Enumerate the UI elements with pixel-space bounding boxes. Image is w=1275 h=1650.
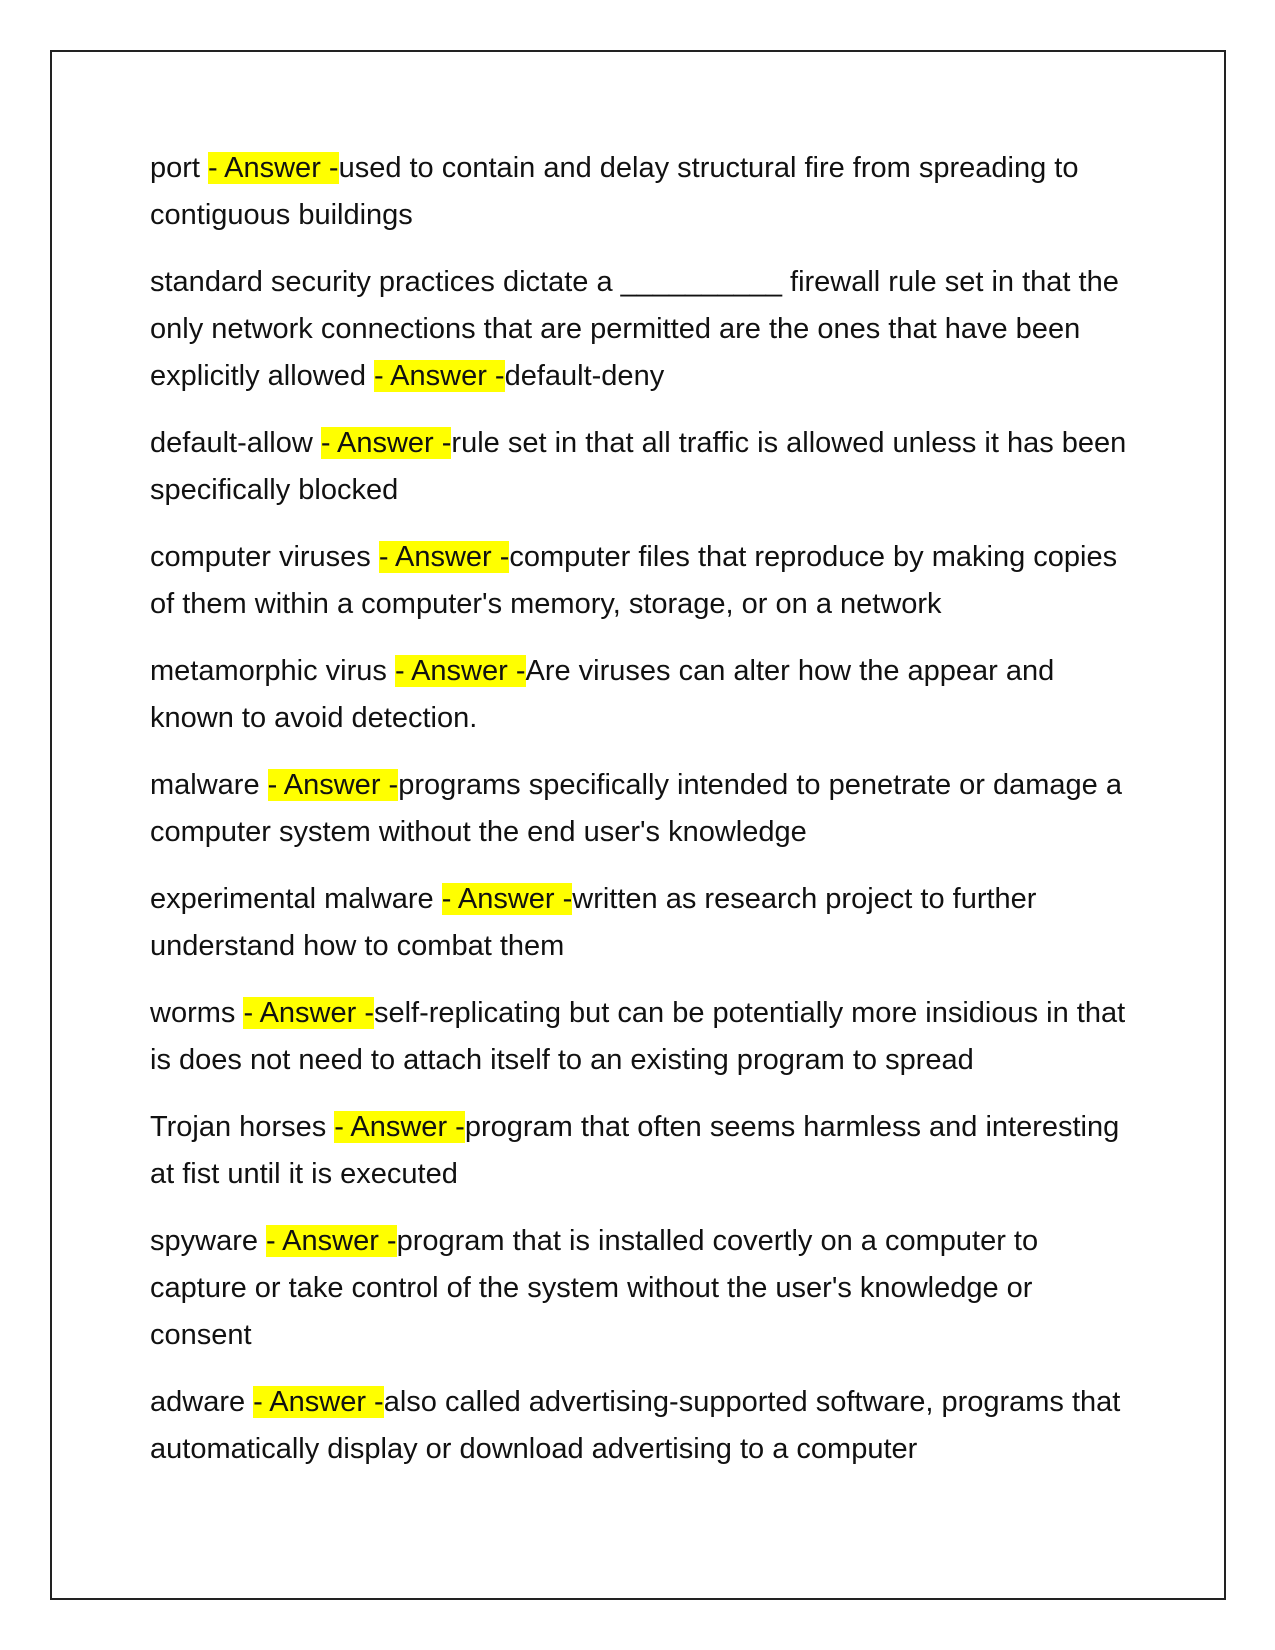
entry-term: adware [150,1386,254,1418]
answer-highlight: - Answer - [320,427,452,459]
qa-entry-spyware [150,1218,1135,1359]
answer-highlight: - Answer - [243,997,374,1029]
qa-entry-default-allow [150,420,1135,514]
entry-definition: program that often seems harmless and interesting at fist until it is executed [150,1111,1120,1190]
entry-definition: also called advertising-supported software, programs that automatically display or download advertising to a computer [150,1386,1121,1465]
answer-highlight: - Answer - [334,1111,465,1143]
entry-term: computer viruses [150,541,379,573]
entry-definition: used to contain and delay structural fire from spreading to contiguous buildings [150,152,1079,231]
qa-entry-metamorphic-virus [150,648,1135,742]
entry-term: Trojan horses [150,1111,335,1143]
qa-entry-malware [150,762,1135,856]
answer-highlight: - Answer - [208,152,339,184]
answer-highlight: - Answer - [266,1225,397,1257]
entry-definition: rule set in that all traffic is allowed unless it has been specifically blocked [150,427,1127,506]
qa-entry-worms [150,990,1135,1084]
entry-term: malware [150,769,268,801]
entry-definition: computer files that reproduce by making copies of them within a computer's memory, storage, or on a network [150,541,1118,620]
entry-definition: self-replicating but can be potentially more insidious in that is does not need to attach itself to an existing program to spread [150,997,1126,1076]
answer-highlight: - Answer - [374,360,505,392]
entry-term: experimental malware [150,883,442,915]
entry-definition: written as research project to further understand how to combat them [150,883,1037,962]
answer-highlight: - Answer - [267,769,399,801]
answer-highlight: - Answer - [394,655,526,687]
entry-term: port [150,152,209,184]
qa-entry-trojan-horses [150,1104,1135,1198]
qa-entry-experimental-malware [150,876,1135,970]
qa-entry-default-deny [150,259,1135,400]
entry-term: default-allow [150,427,321,459]
qa-entry-port [150,145,1135,239]
entry-term: spyware [150,1225,267,1257]
entry-definition: default-deny [504,360,665,392]
qa-entry-computer-viruses [150,534,1135,628]
answer-highlight: - Answer - [378,541,510,573]
entry-term: standard security practices dictate a __________ firewall rule set in that the only network connections that are permitted are the ones that have been explicitly allowed [150,266,1119,392]
qa-entry-adware [150,1379,1135,1473]
entry-definition: program that is installed covertly on a computer to capture or take control of the system without the user's knowledge or consent [150,1225,1039,1351]
entry-term: metamorphic virus [150,655,395,687]
entry-term: worms [150,997,244,1029]
entry-definition: Are viruses can alter how the appear and known to avoid detection. [150,655,1055,734]
entry-definition: programs specifically intended to penetrate or damage a computer system without the end user's knowledge [150,769,1122,848]
document-body [150,145,1135,1493]
answer-highlight: - Answer - [253,1386,384,1418]
answer-highlight: - Answer - [441,883,573,915]
